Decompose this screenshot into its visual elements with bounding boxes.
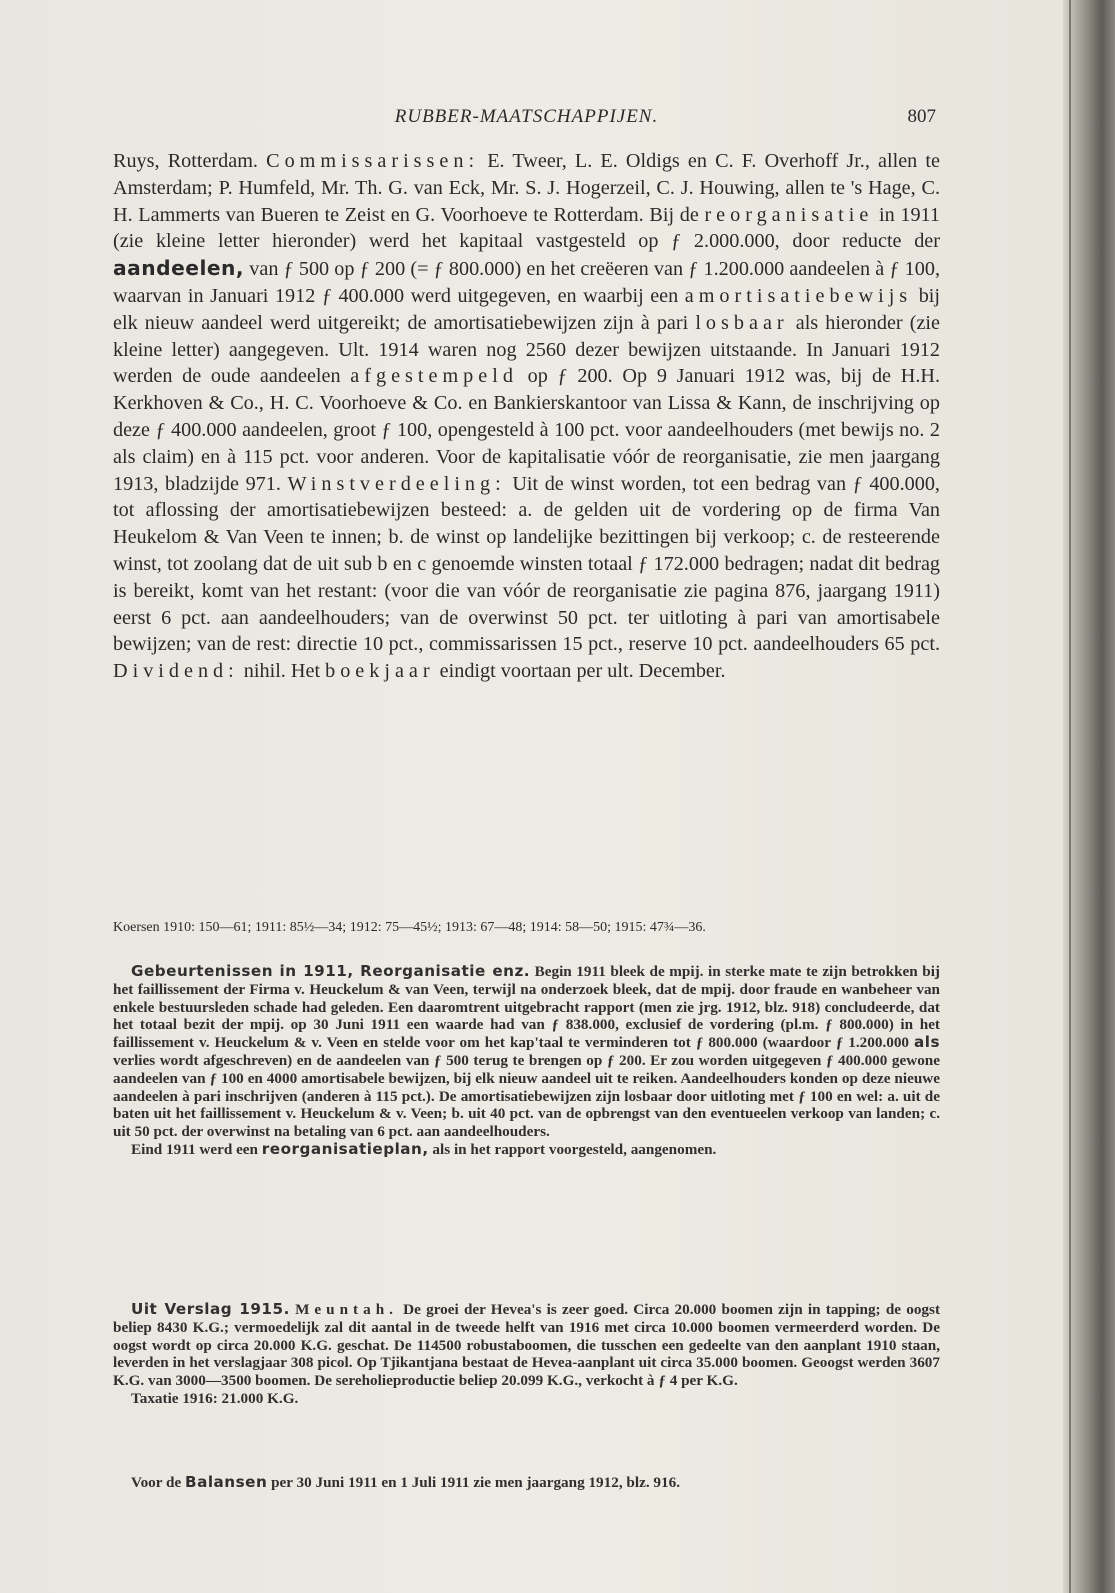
- verslag-section: [113, 1301, 940, 1408]
- text-run: verlies wordt afgeschreven) en de aandeelen van ƒ 500 terug te brengen op ƒ 200. Er zou worden uitgegeven ƒ 400.000 gewone aandeelen van ƒ 100 en 4000 amortisabele bewijzen, bij elk nieuw aandeel uit te reiken. Aandeelhouders konden op deze nieuwe aandeelen à pari inschrijven (anderen à 115 pct.). De amortisatiebewijzen zijn losbaar door uitloting met ƒ 100 en wel: a. uit de baten uit het faillissement v. Heuckelum & v. Veen; b. uit 40 pct. van de opbrengst van den eventueelen verkoop van landen; c. uit 50 pct. der overwinst na betaling van 6 pct. aan aandeelhouders.: [113, 1051, 940, 1141]
- gebeurtenissen-paragraph: [113, 963, 940, 1141]
- text-run: Voor de: [131, 1474, 186, 1491]
- boekjaar-label: boekjaar: [325, 660, 435, 683]
- text-run: eindigt voortaan per ult. December.: [434, 660, 726, 683]
- balansen-section: [113, 1474, 940, 1492]
- text-run: Begin 1911 bleek de mpij. in sterke mate te zijn betrokken bij het faillissement der Firma v. Heuckelum & van Veen, terwijl na onderzoek bleek, dat de mpij. door fraude en wanbeheer van enkele bestuursleden schade had geleden. Een daaromtrent uitgebracht rapport (men zie jrg. 1912, blz. 918) concludeerde, dat het totaal bezit der mpij. op 30 Juni 1911 een waarde had van ƒ 838.000, exclusief de vordering (pl.m. ƒ 800.000) in het faillissement v. Heuckelum & v. Veen en stelde voor om het kap'taal te verminderen tot ƒ 800.000 (waardoor ƒ 1.200.000: [113, 963, 940, 1052]
- text-run: als in het rapport voorgesteld, aangenomen.: [428, 1140, 717, 1158]
- meuntah-label: Meuntah.: [295, 1301, 398, 1318]
- page-header: [113, 106, 940, 134]
- afgestempeld-label: afgestempeld: [350, 365, 518, 388]
- reorganisatieplan-paragraph: [113, 1141, 940, 1159]
- text-run: nihil. Het: [238, 660, 326, 683]
- commissarissen-label: Commissarissen:: [266, 150, 480, 172]
- text-run: Uit de winst worden, tot een bedrag van ƒ 400.000, tot aflossing der amortisatiebewijzen besteed: a. de gelden uit de vordering op de firma Van Heukelom & Van Veen te innen; b. de winst op landelijke bezittingen bij verkoop; c. de resteerende winst, tot zoolang dat de uit sub b en c genoemde winsten totaal ƒ 172.000 bedragen; nadat dit bedrag is bereikt, komt van het restant: (voor die van vóór de reorganisatie zie pagina 876, jaargang 1911) eerst 6 pct. aan aandeelhouders; van de overwinst 50 pct. ter uitloting à pari van amortisabele bewijzen; van de rest: directie 10 pct., commissarissen 15 pct., reserve 10 pct. aandeelhouders 65 pct.: [113, 472, 940, 656]
- text-run: E. Tweer, L. E. Oldigs en C. F. Overhoff Jr., allen te Amsterdam; P. Humfeld, Mr. Th. G. van Eck, Mr. S. J. Hogerzeil, C. J. Houwing, allen te 's Hage, C. H. Lammerts van Bueren te Zeist en G. Voorhoeve te Rotterdam. Bij de: [113, 150, 940, 226]
- text-run: per 30 Juni 1911 en 1 Juli 1911 zie men jaargang 1912, blz. 916.: [267, 1474, 681, 1491]
- text-run: Ruys, Rotterdam.: [113, 150, 267, 172]
- losbaar-label: losbaar: [695, 311, 789, 334]
- text-run: op ƒ 200. Op 9 Januari 1912 was, bij de H.H. Kerkhoven & Co., H. C. Voorhoeve & Co. en Bankierskantoor van Lissa & Kann, de inschrijving op deze ƒ 400.000 aandeelen, groot ƒ 100, opengesteld à 100 pct. voor aandeelhouders (met bewijs no. 2 als claim) en à 115 pct. voor anderen. Voor de kapitalisatie vóór de reorganisatie, zie men jaargang 1913, bladzijde 971.: [113, 365, 940, 495]
- text-run: Eind 1911 werd een: [131, 1140, 262, 1158]
- text-run: van ƒ 500 op ƒ 200 (= ƒ 800.000) en het creëeren van ƒ 1.200.000 aandeelen à ƒ 100, waarvan in Januari 1912 ƒ 400.000 werd uitgegeven, en waarbij een: [113, 258, 940, 307]
- amortisatiebewijs-label: amortisatiebewijs: [684, 284, 913, 307]
- reorganisatie-label: reorganisatie: [704, 203, 874, 226]
- koersen-line: Koersen 1910: 150—61; 1911: 85½—34; 1912: 75—45½; 1913: 67—48; 1914: 58—50; 1915: 47¾—36.: [113, 920, 706, 935]
- verslag-heading: Uit Verslag 1915.: [131, 1300, 290, 1318]
- gebeurtenissen-heading: Gebeurtenissen in 1911, Reorganisatie enz.: [131, 962, 531, 980]
- text-run: als hieronder (zie kleine letter) aangegeven. Ult. 1914 waren nog 2560 dezer bewijzen uitstaande. In Januari 1912 werden de oude aandeelen: [113, 311, 940, 388]
- reorganisatieplan-label: reorganisatieplan,: [261, 1139, 429, 1158]
- text-run: De groei der Hevea's is zeer goed. Circa 20.000 boomen zijn in tapping; de oogst beliep 8430 K.G.; vermoedelijk zal dit aantal in de tweede helft van 1916 met circa 10.000 boomen vermeerderd worden. De oogst wordt op circa 20.000 K.G. geschat. De 114500 robustaboomen, die tusschen een gedeelte van den aanplant 1910 staan, leverden in het verslagjaar 308 picol. Op Tjikantjana bestaat de Hevea-aanplant uit circa 35.000 boomen. Geoogst werden 3607 K.G. van 3000—3500 boomen. De sereholieproductie beliep 20.099 K.G., verkocht à ƒ 4 per K.G.: [113, 1301, 940, 1390]
- text-run: bij elk nieuw aandeel werd uitgereikt; de amortisatiebewijzen zijn à pari: [113, 284, 941, 334]
- spine-edge: [1069, 0, 1071, 1593]
- page-number: 807: [907, 106, 936, 127]
- gebeurtenissen-section: [113, 963, 940, 1159]
- dividend-label: Dividend:: [113, 660, 239, 683]
- verslag-paragraph: [113, 1301, 940, 1390]
- balansen-paragraph: [113, 1474, 940, 1492]
- als-label: als: [914, 1033, 940, 1052]
- winstverdeeling-label: Winstverdeeling:: [287, 472, 506, 495]
- main-paragraph: [113, 148, 940, 685]
- running-title: RUBBER-MAATSCHAPPIJEN.: [394, 106, 659, 127]
- taxatie-line: Taxatie 1916: 21.000 K.G.: [131, 1389, 299, 1407]
- text-run: in 1911 (zie kleine letter hieronder) werd het kapitaal vastgesteld op ƒ 2.000.000, door reducte der: [113, 203, 940, 253]
- main-text: [113, 148, 940, 685]
- aandeelen-label: aandeelen,: [113, 256, 245, 281]
- balansen-label: Balansen: [185, 1473, 268, 1491]
